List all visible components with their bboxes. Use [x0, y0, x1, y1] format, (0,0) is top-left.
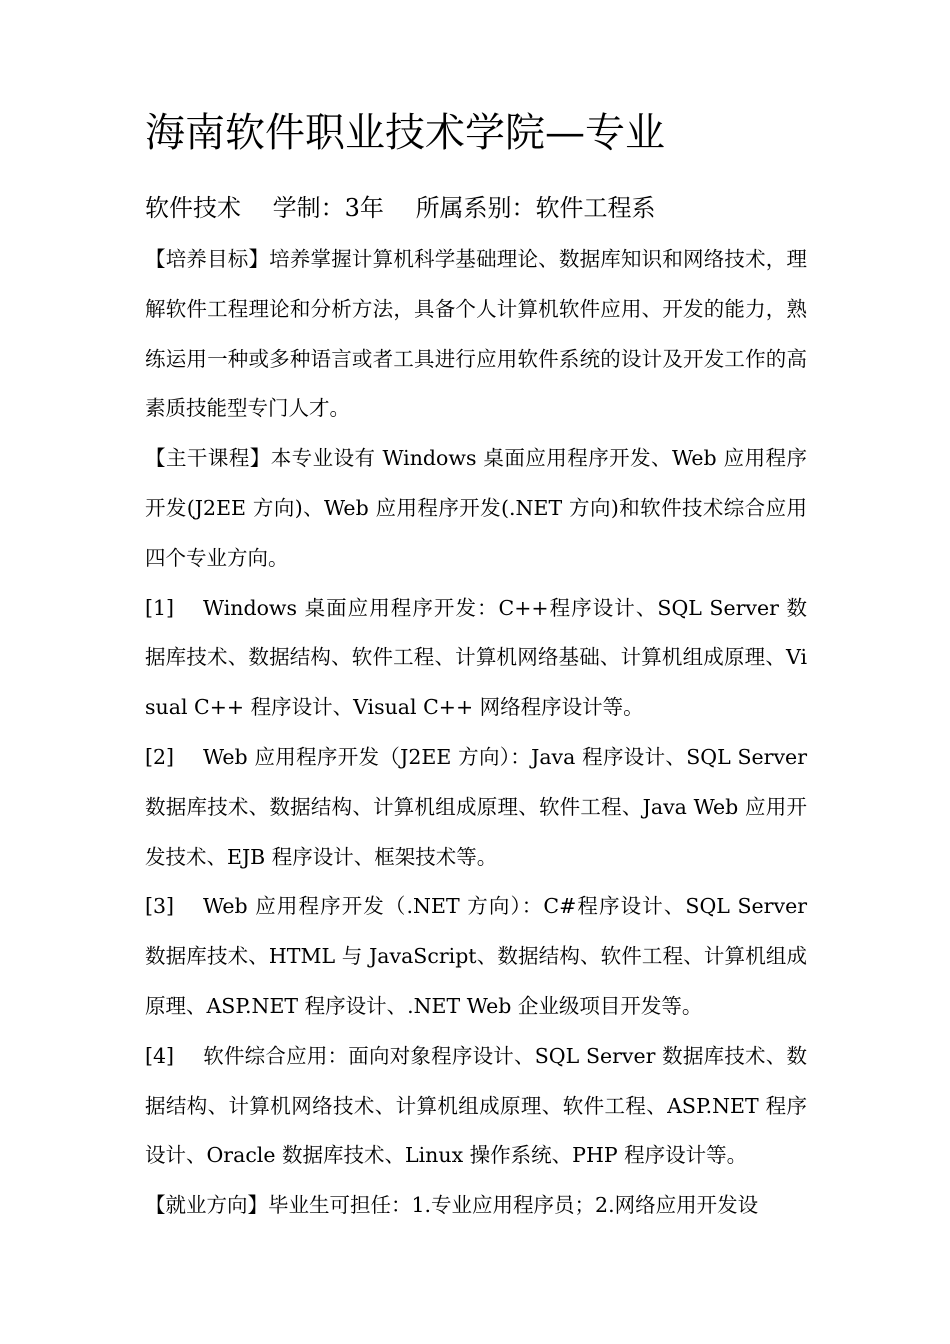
major-info [145, 190, 680, 226]
paragraph-text: Web 应用程序开发（.NET 方向）：C#程序设计、SQL Server 数据库技术、HTML 与 JavaScript、数据结构、软件工程、计算机组成原理、ASP.NET 程序设计、.NET Web 企业级项目开发等。 [145, 894, 807, 1018]
paragraph-employment [145, 1181, 807, 1231]
paragraph-text: Web 应用程序开发（J2EE 方向）：Java 程序设计、SQL Server 数据库技术、数据结构、计算机组成原理、软件工程、Java Web 应用开发技术、EJB 程序设计、框架技术等。 [145, 744, 807, 869]
list-number: [4] [145, 1043, 175, 1068]
list-item-1 [145, 584, 807, 733]
paragraph-text: 软件综合应用：面向对象程序设计、SQL Server 数据库技术、数据结构、计算机网络技术、计算机组成原理、软件工程、ASP.NET 程序设计、Oracle 数据库技术、Linux 操作系统、PHP 程序设计等。 [145, 1043, 807, 1168]
major-name: 软件技术 [145, 194, 241, 222]
paragraph-text: Windows 桌面应用程序开发：C++程序设计、SQL Server 数据库技术、数据结构、软件工程、计算机网络基础、计算机组成原理、Visual C++ 程序设计、Visual C++ 网络程序设计等。 [145, 595, 807, 720]
list-item-2 [145, 733, 807, 882]
page-title: 海南软件职业技术学院—专业 [145, 110, 665, 156]
list-number: [3] [145, 894, 175, 919]
paragraph-text: 【培养目标】培养掌握计算机科学基础理论、数据库知识和网络技术，理解软件工程理论和分析方法，具备个人计算机软件应用、开发的能力，熟练运用一种或多种语言或者工具进行应用软件系统的设计及开发工作的高素质技能型专门人才。 [145, 247, 807, 421]
study-duration: 学制：3年 [272, 194, 384, 222]
department: 所属系别：软件工程系 [415, 194, 656, 222]
list-item-4 [145, 1032, 807, 1181]
list-number: [1] [145, 595, 175, 620]
paragraph-text: 【就业方向】毕业生可担任：1.专业应用程序员；2.网络应用开发设 [145, 1193, 759, 1218]
paragraph-training-goal [145, 235, 807, 434]
list-item-3 [145, 882, 807, 1031]
paragraph-text: 【主干课程】本专业设有 Windows 桌面应用程序开发、Web 应用程序开发(J2EE 方向)、Web 应用程序开发(.NET 方向)和软件技术综合应用四个专业方向。 [145, 446, 807, 570]
paragraph-main-courses [145, 434, 807, 583]
list-number: [2] [145, 744, 175, 769]
document-body [145, 235, 807, 1231]
